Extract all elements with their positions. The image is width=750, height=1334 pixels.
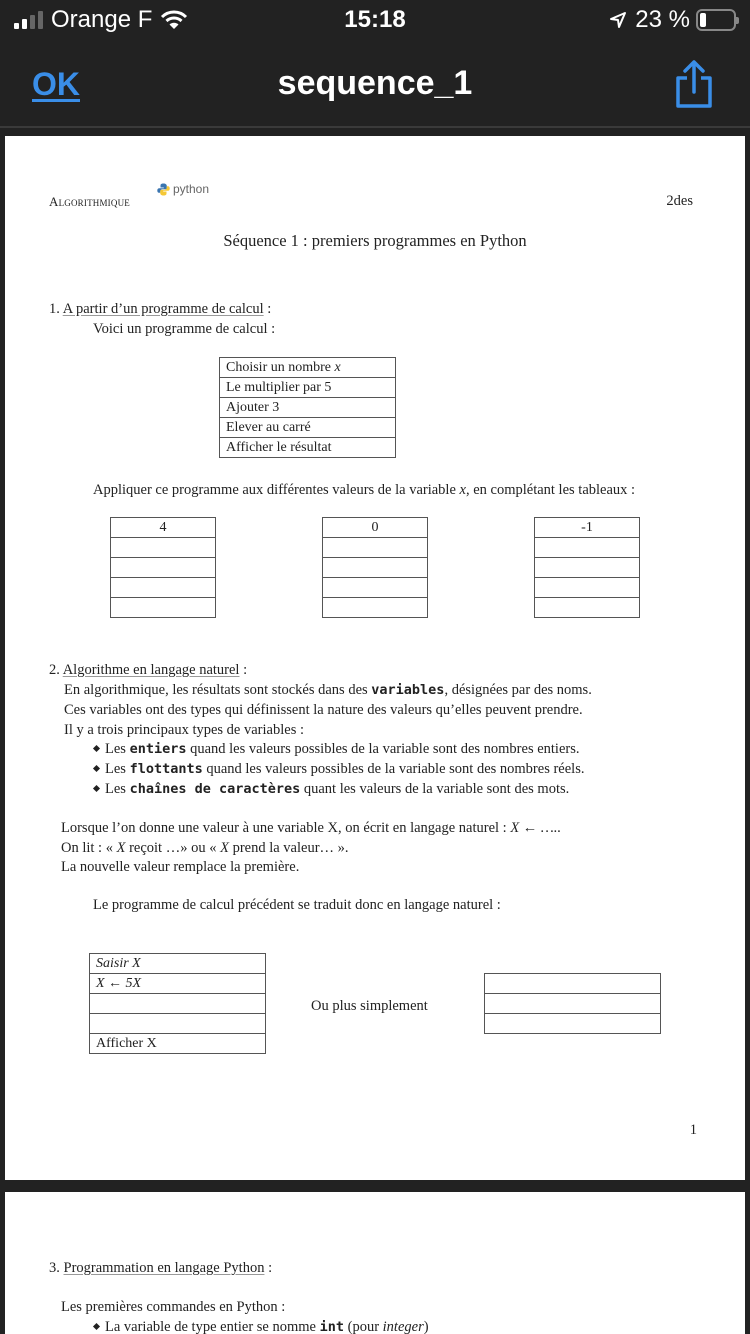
location-arrow-icon: [609, 11, 627, 29]
apply-instruction: Appliquer ce programme aux différentes valeurs de la variable x, en complétant les tableaux :: [93, 482, 636, 498]
document-navbar: [0, 42, 750, 128]
type-bullet-strings: Les chaînes de caractères quant les valeurs de la variable sont des mots.: [94, 780, 569, 798]
heading-suffix: :: [264, 1260, 273, 1276]
value-table-header: -1: [535, 518, 640, 538]
variables-paragraph: En algorithmique, les résultats sont stockés dans des variables, désignées par des noms.: [64, 682, 592, 698]
value-table-cell[interactable]: [323, 538, 428, 558]
section-1-intro: Voici un programme de calcul :: [93, 321, 276, 337]
calculation-program-table: [219, 357, 396, 458]
value-table-cell[interactable]: [323, 598, 428, 618]
replacement-note: La nouvelle valeur remplace la première.: [61, 859, 300, 875]
value-table-cell[interactable]: [535, 538, 640, 558]
carrier-name: Orange F: [51, 6, 153, 33]
value-table-header: 0: [323, 518, 428, 538]
algorithm-line-blank[interactable]: [90, 1014, 266, 1034]
pdf-page-2: [5, 1192, 745, 1334]
algorithm-line-blank[interactable]: [485, 974, 661, 994]
value-table-3: [534, 517, 640, 618]
section-1-heading: [49, 300, 271, 318]
section-2-heading: [49, 661, 247, 679]
heading-suffix: :: [239, 662, 248, 678]
simplified-algorithm-table: [484, 973, 661, 1034]
program-step: Ajouter 3: [220, 398, 396, 418]
value-table-2: [322, 517, 428, 618]
algorithm-line-blank[interactable]: [485, 1014, 661, 1034]
value-table-cell[interactable]: [535, 598, 640, 618]
ok-button[interactable]: OK: [32, 66, 80, 102]
value-table-cell[interactable]: [111, 558, 216, 578]
three-types-paragraph: Il y a trois principaux types de variables :: [64, 722, 304, 738]
sequence-title: Séquence 1 : premiers programmes en Python: [223, 231, 527, 250]
section-number: 1.: [49, 301, 60, 317]
heading-suffix: :: [263, 301, 272, 317]
battery-percent: 23 %: [635, 6, 690, 33]
section-heading-text: Programmation en langage Python: [63, 1260, 265, 1276]
section-3-intro: Les premières commandes en Python :: [61, 1299, 286, 1315]
algorithm-line: X ← 5X: [90, 974, 266, 994]
pdf-page-1: [5, 136, 745, 1180]
value-table-1: [110, 517, 216, 618]
value-table-header: 4: [111, 518, 216, 538]
value-table-cell[interactable]: [111, 538, 216, 558]
types-paragraph: Ces variables ont des types qui définissent la nature des valeurs qu’elles peuvent prendre.: [64, 702, 583, 718]
algorithm-line: Saisir X: [90, 954, 266, 974]
bullet-icon: [93, 745, 100, 752]
program-step: Le multiplier par 5: [220, 378, 396, 398]
int-type-bullet: La variable de type entier se nomme int (pour integer): [94, 1318, 429, 1334]
section-number: 3.: [49, 1260, 60, 1276]
value-table-cell[interactable]: [535, 578, 640, 598]
header-subject: Algorithmique: [49, 194, 130, 209]
document-title: sequence_1: [277, 64, 473, 102]
algorithm-line-blank[interactable]: [90, 994, 266, 1014]
page-number: 1: [689, 1122, 697, 1138]
python-logo: [157, 182, 209, 196]
translation-intro: Le programme de calcul précédent se traduit donc en langage naturel :: [93, 897, 501, 913]
program-step: Afficher le résultat: [220, 438, 396, 458]
python-logo-icon: [157, 183, 170, 196]
status-bar: [0, 0, 750, 42]
algorithm-line: Afficher X: [90, 1034, 266, 1054]
algorithm-line-blank[interactable]: [485, 994, 661, 1014]
type-bullet-integers: Les entiers quand les valeurs possibles de la variable sont des nombres entiers.: [94, 740, 579, 758]
section-number: 2.: [49, 662, 60, 678]
program-step: Choisir un nombre x: [220, 358, 396, 378]
bullet-icon: [93, 785, 100, 792]
reading-explanation: On lit : « X reçoit …» ou « X prend la valeur… ».: [61, 840, 349, 856]
battery-icon: [696, 9, 736, 31]
clock: 15:18: [344, 6, 406, 33]
section-3-heading: [49, 1259, 272, 1277]
bullet-icon: [93, 765, 100, 772]
section-heading-text: A partir d’un programme de calcul: [62, 301, 264, 317]
or-simply-label: Ou plus simplement: [311, 998, 428, 1014]
header-class-level: 2des: [666, 193, 693, 209]
section-heading-text: Algorithme en langage naturel: [62, 662, 240, 678]
value-table-cell[interactable]: [323, 578, 428, 598]
value-table-cell[interactable]: [111, 598, 216, 618]
bullet-icon: [93, 1323, 100, 1330]
value-table-cell[interactable]: [323, 558, 428, 578]
python-logo-text: python: [173, 182, 210, 196]
assignment-explanation: Lorsque l’on donne une valeur à une variable X, on écrit en langage naturel : X ← …..: [61, 820, 562, 836]
value-table-cell[interactable]: [535, 558, 640, 578]
natural-language-table: [89, 953, 266, 1054]
value-table-cell[interactable]: [111, 578, 216, 598]
type-bullet-floats: Les flottants quand les valeurs possibles de la variable sont des nombres réels.: [94, 760, 584, 778]
share-icon[interactable]: [672, 58, 716, 110]
program-step: Elever au carré: [220, 418, 396, 438]
